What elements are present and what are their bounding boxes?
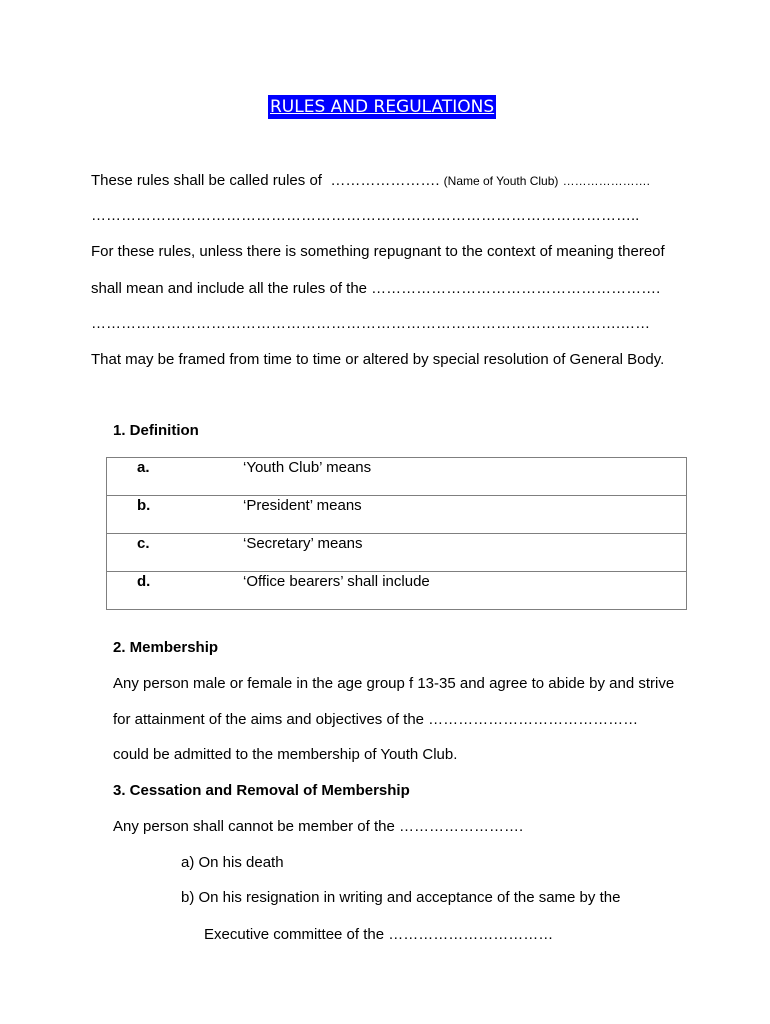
cessation-item-b-cont: Executive committee of the …………………………… (204, 926, 554, 943)
section-cessation-heading: 3. Cessation and Removal of Membership (113, 782, 410, 799)
club-name-note: (Name of Youth Club) (443, 174, 559, 188)
intro-text: These rules shall be called rules of (91, 172, 322, 189)
definition-letter: a. (107, 458, 244, 496)
intro-line-2: ……………………………………………………………………………………………….. (91, 207, 640, 224)
table-row (107, 458, 687, 496)
blank-club-name-2: …………………. (562, 174, 650, 188)
definition-letter: b. (107, 496, 244, 534)
membership-line-1: Any person male or female in the age group f 13-35 and agree to abide by and strive (113, 675, 675, 692)
section-definition-heading: 1. Definition (113, 422, 199, 439)
intro-line-3: For these rules, unless there is something repugnant to the context of meaning thereof (91, 243, 665, 260)
blank-club-name: …………………. (330, 172, 440, 189)
cessation-item-a: a) On his death (181, 854, 284, 871)
membership-line-2: for attainment of the aims and objectives of the …………………………………… (113, 711, 639, 728)
cessation-line-1: Any person shall cannot be member of the ……………………. (113, 818, 524, 835)
intro-line-5: …………………………………………………………………………………………….…… (91, 315, 651, 332)
intro-line-1 (91, 172, 650, 190)
definition-letter: d. (107, 572, 244, 610)
definition-text: ‘Office bearers’ shall include (243, 572, 687, 610)
intro-line-4: shall mean and include all the rules of the …………………………………………………. (91, 280, 661, 297)
cessation-item-b: b) On his resignation in writing and acceptance of the same by the (181, 889, 621, 906)
table-row (107, 534, 687, 572)
definition-text: ‘Youth Club’ means (243, 458, 687, 496)
membership-line-3: could be admitted to the membership of Youth Club. (113, 746, 458, 763)
table-row (107, 496, 687, 534)
table-row (107, 572, 687, 610)
page-title: RULES AND REGULATIONS (270, 97, 495, 117)
definition-text: ‘Secretary’ means (243, 534, 687, 572)
section-membership-heading: 2. Membership (113, 639, 219, 656)
definition-letter: c. (107, 534, 244, 572)
definition-text: ‘President’ means (243, 496, 687, 534)
definition-table (106, 457, 687, 610)
intro-line-6: That may be framed from time to time or altered by special resolution of General Body. (91, 351, 665, 368)
